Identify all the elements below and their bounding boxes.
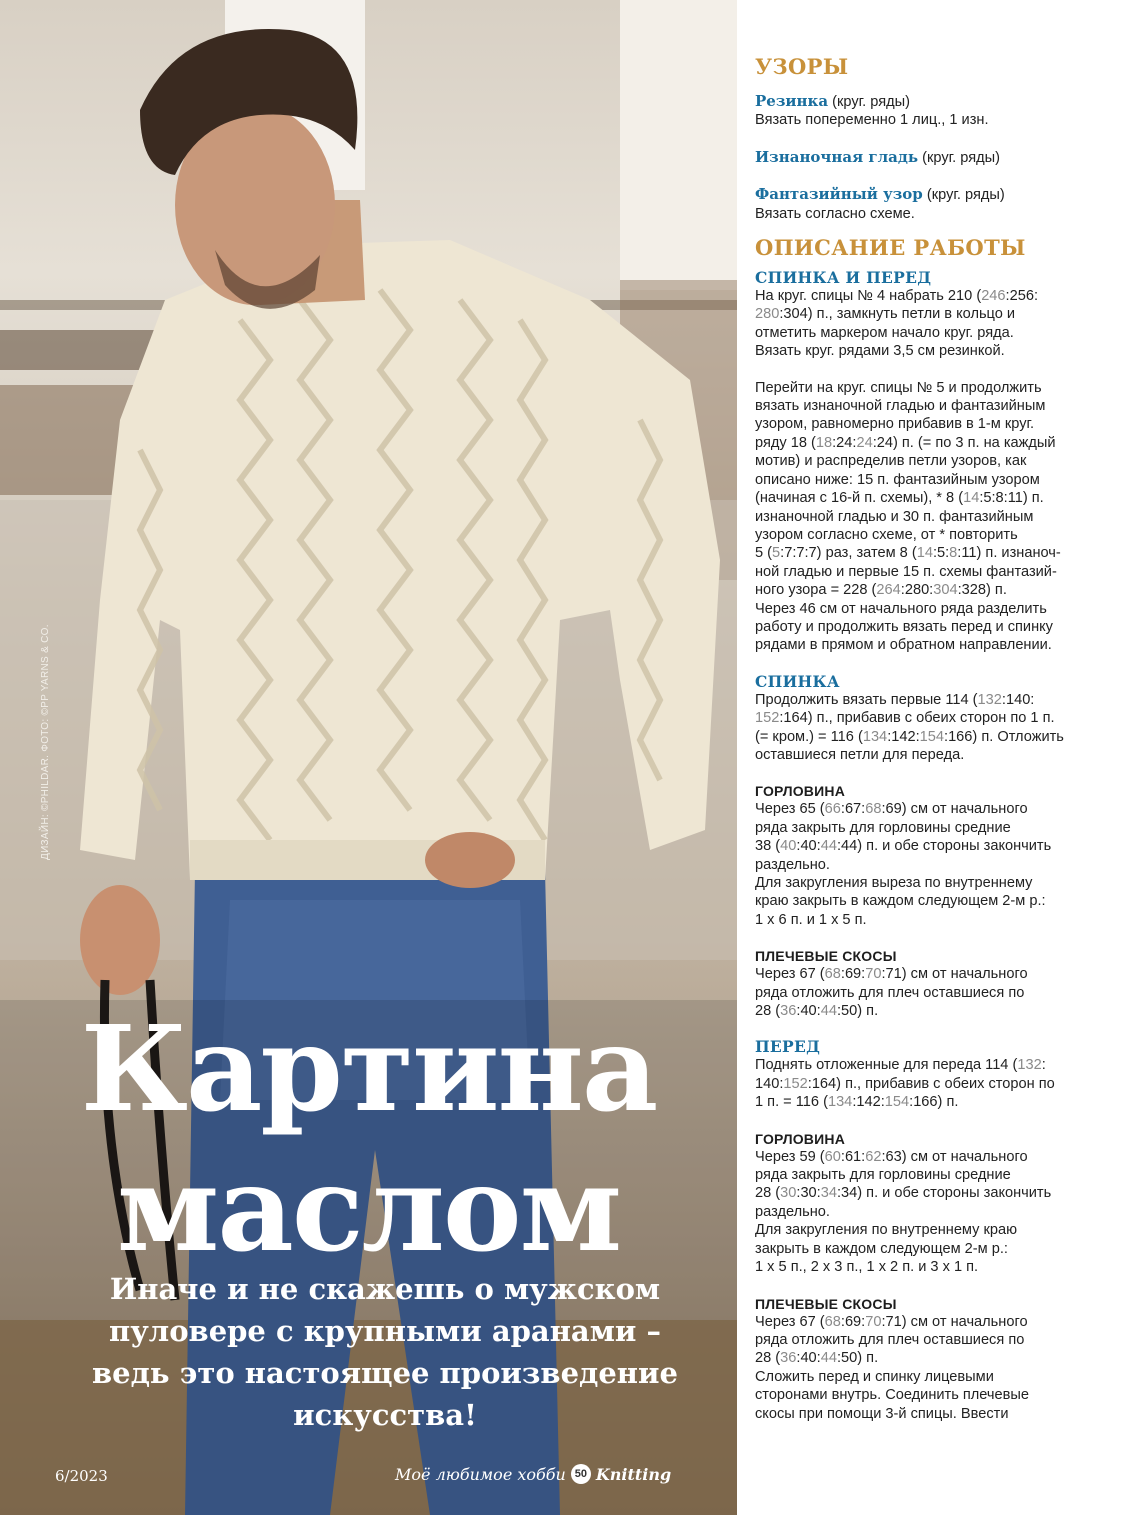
- text-line: ной гладью и первые 15 п. схемы фантазий-: [755, 563, 1057, 580]
- photo-credit: ДИЗАЙН: ©PHILDAR. ФОТО: ©PP YARNS & CO.: [40, 624, 51, 860]
- text-line: ряда закрыть для горловины средние: [755, 819, 1011, 836]
- text-line: ного узора = 228 (264:280:304:328) п.: [755, 582, 1007, 599]
- text-line: Сложить перед и спинку лицевыми: [755, 1368, 994, 1385]
- text-line: На круг. спицы № 4 набрать 210 (246:256:: [755, 288, 1039, 305]
- text-line: Через 65 (66:67:68:69) см от начального: [755, 801, 1028, 818]
- text-line: 152:164) п., прибавив с обеих сторон по 1 п.: [755, 710, 1055, 727]
- text-line: Перейти на круг. спицы № 5 и продолжить: [755, 379, 1042, 396]
- pattern-text: Вязать попеременно 1 лиц., 1 изн.: [755, 112, 989, 129]
- text-line: Через 46 см от начального ряда разделить: [755, 600, 1047, 617]
- pattern-text: Вязать согласно схеме.: [755, 205, 915, 222]
- pattern-mode: (круг. ряды): [922, 187, 1005, 204]
- text-line: 38 (40:40:44:44) п. и обе стороны закончить: [755, 838, 1052, 855]
- lead-line: ведь это настоящее произведение: [92, 1356, 678, 1390]
- text-line: раздельно.: [755, 856, 830, 873]
- pattern-mode: (круг. ряды): [828, 94, 910, 110]
- text-line: 28 (30:30:34:34) п. и обе стороны закончить: [755, 1185, 1052, 1202]
- work-heading: ОПИСАНИЕ РАБОТЫ: [755, 235, 1026, 261]
- text-line: ряда отложить для плеч оставшиеся по: [755, 984, 1025, 1001]
- text-line: Через 67 (68:69:70:71) см от начального: [755, 966, 1028, 983]
- text-line: ряду 18 (18:24:24:24) п. (= по 3 п. на каждый: [755, 434, 1056, 451]
- pattern-fancy: [755, 185, 1115, 204]
- neckline-heading: ГОРЛОВИНА: [755, 783, 846, 800]
- text-line: оставшиеся петли для переда.: [755, 746, 965, 763]
- shoulder-heading: ПЛЕЧЕВЫЕ СКОСЫ: [755, 1295, 897, 1312]
- text-line: рядами в прямом и обратном направлении.: [755, 637, 1052, 654]
- shoulder-heading: ПЛЕЧЕВЫЕ СКОСЫ: [755, 948, 897, 965]
- text-line: Продолжить вязать первые 114 (132:140:: [755, 691, 1035, 708]
- text-line: вязать изнаночной гладью и фантазийным: [755, 398, 1046, 415]
- text-line: Через 59 (60:61:62:63) см от начального: [755, 1148, 1028, 1165]
- pattern-name: Изнаночная гладь: [755, 147, 919, 166]
- text-line: 28 (36:40:44:50) п.: [755, 1003, 879, 1020]
- text-line: Для закругления выреза по внутреннему: [755, 875, 1033, 891]
- text-line: 1 п. = 116 (134:142:154:166) п.: [755, 1094, 959, 1111]
- text-line: 28 (36:40:44:50) п.: [755, 1350, 879, 1367]
- window-light: [620, 0, 737, 290]
- text-line: отметить маркером начало круг. ряда.: [755, 324, 1014, 341]
- pattern-purl: [755, 148, 1115, 167]
- brand-name: Knitting: [595, 1464, 672, 1484]
- text-line: Вязать круг. рядами 3,5 см резинкой.: [755, 343, 1005, 360]
- text-line: (начиная с 16-й п. схемы), * 8 (14:5:8:11) п.: [755, 490, 1044, 507]
- text-line: сторонами внутрь. Соединить плечевые: [755, 1387, 1030, 1404]
- back-heading: СПИНКА: [755, 671, 840, 691]
- text-line: узором, равномерно прибавив в 1-м круг.: [755, 416, 1035, 433]
- magazine-name: Моё любимое хобби: [395, 1464, 566, 1484]
- text-line: 140:152:164) п., прибавив с обеих сторон по: [755, 1075, 1055, 1092]
- text-line: Поднять отложенные для переда 114 (132:: [755, 1057, 1046, 1074]
- magazine-footer: [395, 1464, 671, 1484]
- pattern-name: Резинка: [755, 92, 829, 110]
- text-line: 1 х 6 п. и 1 х 5 п.: [755, 911, 867, 928]
- text-line: 1 х 5 п., 2 х 3 п., 1 х 2 п. и 3 х 1 п.: [755, 1259, 979, 1276]
- text-line: Через 67 (68:69:70:71) см от начального: [755, 1313, 1028, 1330]
- text-line: 5 (5:7:7:7) раз, затем 8 (14:5:8:11) п. изнаноч-: [755, 545, 1061, 562]
- hand-right: [425, 832, 515, 888]
- text-line: (= кром.) = 116 (134:142:154:166) п. Отложить: [755, 728, 1064, 745]
- issue-number: 6/2023: [55, 1467, 108, 1485]
- text-line: Для закругления по внутреннему краю: [755, 1222, 1018, 1239]
- patterns-heading: УЗОРЫ: [755, 54, 849, 79]
- pattern-rib: [755, 92, 1115, 111]
- neckline-heading: ГОРЛОВИНА: [755, 1130, 846, 1147]
- text-line: краю закрыть в каждом следующем 2-м р.:: [755, 893, 1046, 910]
- text-line: скосы при помощи 3-й спицы. Ввести: [755, 1405, 1009, 1422]
- text-line: узором согласно схеме, от * повторить: [755, 526, 1018, 543]
- hand-left: [80, 885, 160, 995]
- page-number: 50: [571, 1464, 591, 1484]
- text-line: изнаночной гладью и 30 п. фантазийным: [755, 508, 1034, 525]
- pattern-name: Фантазийный узор: [755, 185, 923, 204]
- text-line: ряда отложить для плеч оставшиеся по: [755, 1331, 1025, 1348]
- lead-line: искусства!: [293, 1398, 477, 1432]
- lead-line: Иначе и не скажешь о мужском: [109, 1272, 661, 1306]
- lead-text: [60, 1268, 710, 1436]
- pattern-mode: (круг. ряды): [918, 149, 1000, 166]
- text-line: работу и продолжить вязать перед и спинку: [755, 618, 1053, 635]
- text-line: закрыть в каждом следующем 2-м р.:: [755, 1240, 1008, 1257]
- instructions-column: [755, 54, 1115, 1423]
- text-line: ряда закрыть для горловины средние: [755, 1167, 1011, 1184]
- body-heading: СПИНКА И ПЕРЕД: [755, 268, 932, 288]
- headline-line-1: Картина: [80, 999, 657, 1138]
- lead-line: пуловере с крупными аранами –: [108, 1314, 662, 1348]
- headline-line-2: маслом: [116, 1139, 621, 1278]
- text-line: 280:304) п., замкнуть петли в кольцо и: [755, 306, 1016, 323]
- text-line: описано ниже: 15 п. фантазийным узором: [755, 471, 1040, 488]
- front-heading: ПЕРЕД: [755, 1037, 821, 1057]
- text-line: мотив) и распределив петли узоров, как: [755, 453, 1027, 470]
- text-line: раздельно.: [755, 1203, 830, 1220]
